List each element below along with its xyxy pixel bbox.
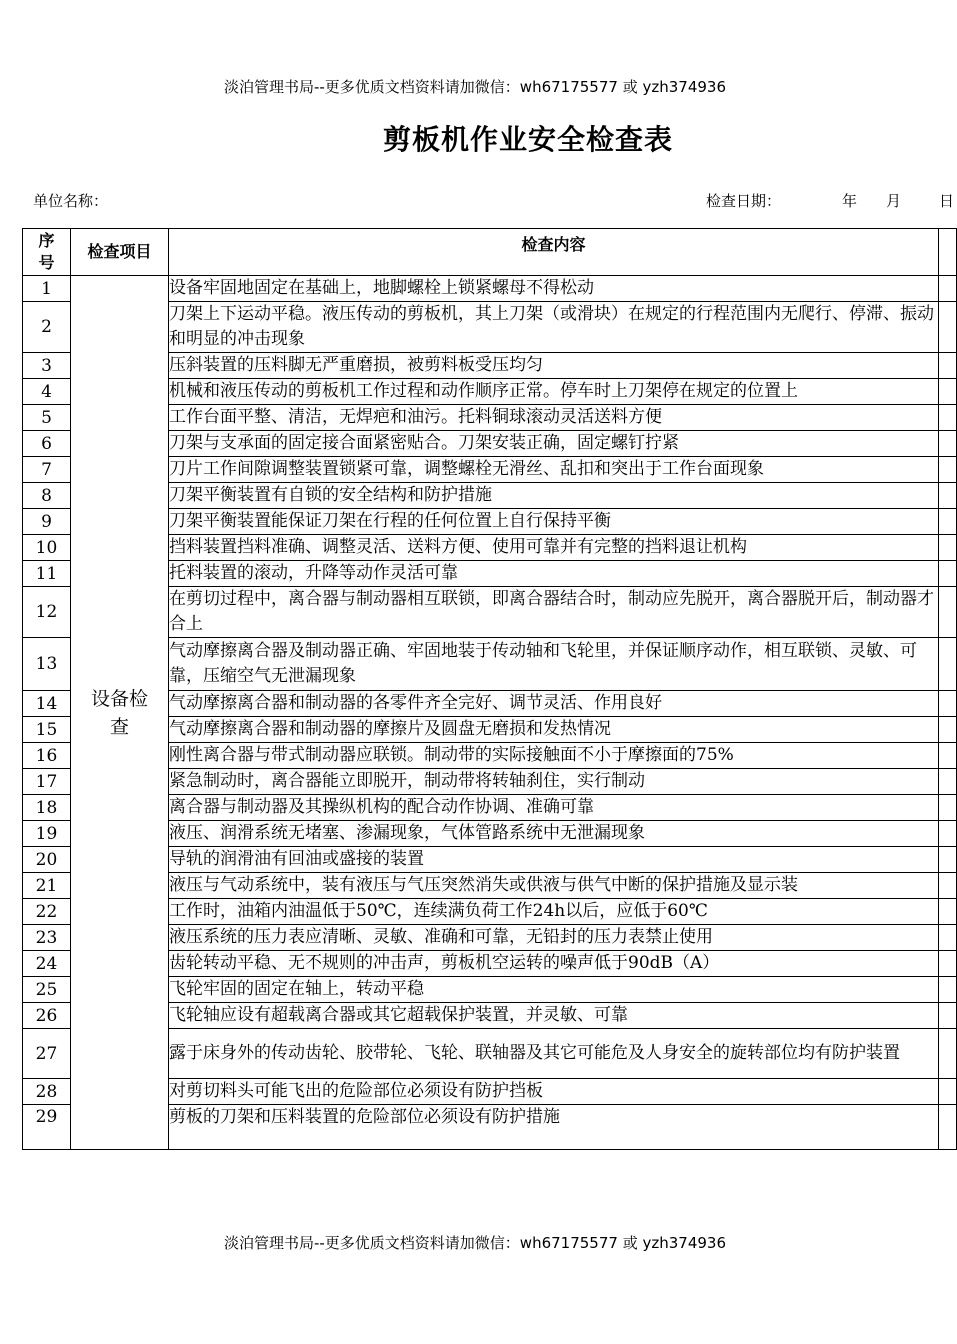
row-number: 5 [23,405,71,431]
check-content: 剪板的刀架和压料装置的危险部位必须设有防护措施 [169,1105,939,1150]
date-month-label: 月 [886,192,902,210]
check-result-cell [939,1105,957,1150]
table-header-row [23,229,957,276]
check-result-cell [939,691,957,717]
row-number: 9 [23,509,71,535]
check-result-cell [939,405,957,431]
date-year-label: 年 [842,192,858,210]
row-number: 8 [23,483,71,509]
header-result [939,229,957,276]
check-content: 液压、润滑系统无堵塞、渗漏现象，气体管路系统中无泄漏现象 [169,821,939,847]
check-result-cell [939,899,957,925]
check-content: 齿轮转动平稳、无不规则的冲击声，剪板机空运转的噪声低于90dB（A） [169,951,939,977]
row-number: 10 [23,535,71,561]
row-number: 17 [23,769,71,795]
check-content: 在剪切过程中，离合器与制动器相互联锁，即离合器结合时，制动应先脱开，离合器脱开后，制动器才合上 [169,587,939,638]
check-content: 离合器与制动器及其操纵机构的配合动作协调、准确可靠 [169,795,939,821]
row-number: 6 [23,431,71,457]
check-result-cell [939,509,957,535]
check-result-cell [939,457,957,483]
check-content: 工作时，油箱内油温低于50℃，连续满负荷工作24h以后，应低于60℃ [169,899,939,925]
check-result-cell [939,535,957,561]
check-result-cell [939,483,957,509]
check-result-cell [939,769,957,795]
row-number: 4 [23,379,71,405]
page-title: 剪板机作业安全检查表 [383,123,674,156]
check-result-cell [939,1003,957,1029]
check-content: 飞轮牢固的固定在轴上，转动平稳 [169,977,939,1003]
check-content: 机械和液压传动的剪板机工作过程和动作顺序正常。停车时上刀架停在规定的位置上 [169,379,939,405]
row-number: 12 [23,587,71,638]
check-result-cell [939,873,957,899]
row-number: 23 [23,925,71,951]
row-number: 29 [23,1105,71,1150]
row-number: 20 [23,847,71,873]
inspection-date-label: 检查日期： [706,192,782,210]
header-item: 检查项目 [71,229,169,276]
row-number: 7 [23,457,71,483]
check-result-cell [939,1029,957,1079]
row-number: 16 [23,743,71,769]
check-content: 挡料装置挡料准确、调整灵活、送料方便、使用可靠并有完整的挡料退让机构 [169,535,939,561]
check-content: 导轨的润滑油有回油或盛接的装置 [169,847,939,873]
row-number: 22 [23,899,71,925]
check-content: 液压系统的压力表应清晰、灵敏、准确和可靠，无铅封的压力表禁止使用 [169,925,939,951]
row-number: 2 [23,302,71,353]
check-result-cell [939,951,957,977]
check-result-cell [939,379,957,405]
check-content: 刀片工作间隙调整装置锁紧可靠，调整螺栓无滑丝、乱扣和突出于工作台面现象 [169,457,939,483]
check-content: 刀架上下运动平稳。液压传动的剪板机，其上刀架（或滑块）在规定的行程范围内无爬行、停滞、振动和明显的冲击现象 [169,302,939,353]
table-body [23,276,957,1150]
row-number: 1 [23,276,71,302]
check-content: 压斜装置的压料脚无严重磨损，被剪料板受压均匀 [169,353,939,379]
check-content: 刀架平衡装置能保证刀架在行程的任何位置上自行保持平衡 [169,509,939,535]
row-number: 15 [23,717,71,743]
row-number: 19 [23,821,71,847]
check-content: 飞轮轴应设有超载离合器或其它超载保护装置，并灵敏、可靠 [169,1003,939,1029]
row-number: 13 [23,638,71,691]
check-content: 气动摩擦离合器和制动器的摩擦片及圆盘无磨损和发热情况 [169,717,939,743]
header-note: 淡泊管理书局--更多优质文档资料请加微信：wh67175577 或 yzh374936 [223,78,726,96]
header-content: 检查内容 [169,229,939,276]
check-content: 刀架与支承面的固定接合面紧密贴合。刀架安装正确，固定螺钉拧紧 [169,431,939,457]
check-result-cell [939,821,957,847]
row-number: 28 [23,1079,71,1105]
check-content: 露于床身外的传动齿轮、胶带轮、飞轮、联轴器及其它可能危及人身安全的旋转部位均有防护装置 [169,1029,939,1079]
header-number: 序号 [23,229,71,276]
row-number: 3 [23,353,71,379]
category-equipment-check: 设备检查 [71,276,169,1150]
check-content: 刀架平衡装置有自锁的安全结构和防护措施 [169,483,939,509]
date-day-label: 日 [939,192,955,210]
row-number: 21 [23,873,71,899]
check-result-cell [939,587,957,638]
check-result-cell [939,717,957,743]
check-result-cell [939,925,957,951]
check-content: 工作台面平整、清洁，无焊疤和油污。托料铜球滚动灵活送料方便 [169,405,939,431]
check-result-cell [939,1079,957,1105]
row-number: 25 [23,977,71,1003]
row-number: 18 [23,795,71,821]
check-result-cell [939,743,957,769]
check-result-cell [939,431,957,457]
check-content: 液压与气动系统中，装有液压与气压突然消失或供液与供气中断的保护措施及显示装 [169,873,939,899]
check-content: 气动摩擦离合器及制动器正确、牢固地装于传动轴和飞轮里，并保证顺序动作，相互联锁、灵敏、可靠，压缩空气无泄漏现象 [169,638,939,691]
unit-name-label: 单位名称： [33,192,109,210]
check-result-cell [939,638,957,691]
row-number: 11 [23,561,71,587]
check-result-cell [939,795,957,821]
row-number: 27 [23,1029,71,1079]
checklist-table [22,228,957,1150]
footer-note: 淡泊管理书局--更多优质文档资料请加微信：wh67175577 或 yzh374936 [223,1234,726,1252]
check-content: 刚性离合器与带式制动器应联锁。制动带的实际接触面不小于摩擦面的75% [169,743,939,769]
row-number: 14 [23,691,71,717]
row-number: 24 [23,951,71,977]
check-content: 紧急制动时，离合器能立即脱开，制动带将转轴刹住，实行制动 [169,769,939,795]
check-result-cell [939,353,957,379]
check-content: 气动摩擦离合器和制动器的各零件齐全完好、调节灵活、作用良好 [169,691,939,717]
check-result-cell [939,302,957,353]
check-result-cell [939,276,957,302]
row-number: 26 [23,1003,71,1029]
table-row [23,276,957,302]
check-content: 设备牢固地固定在基础上，地脚螺栓上锁紧螺母不得松动 [169,276,939,302]
check-result-cell [939,977,957,1003]
check-result-cell [939,561,957,587]
check-result-cell [939,847,957,873]
check-content: 托料装置的滚动，升降等动作灵活可靠 [169,561,939,587]
check-content: 对剪切料头可能飞出的危险部位必须设有防护挡板 [169,1079,939,1105]
